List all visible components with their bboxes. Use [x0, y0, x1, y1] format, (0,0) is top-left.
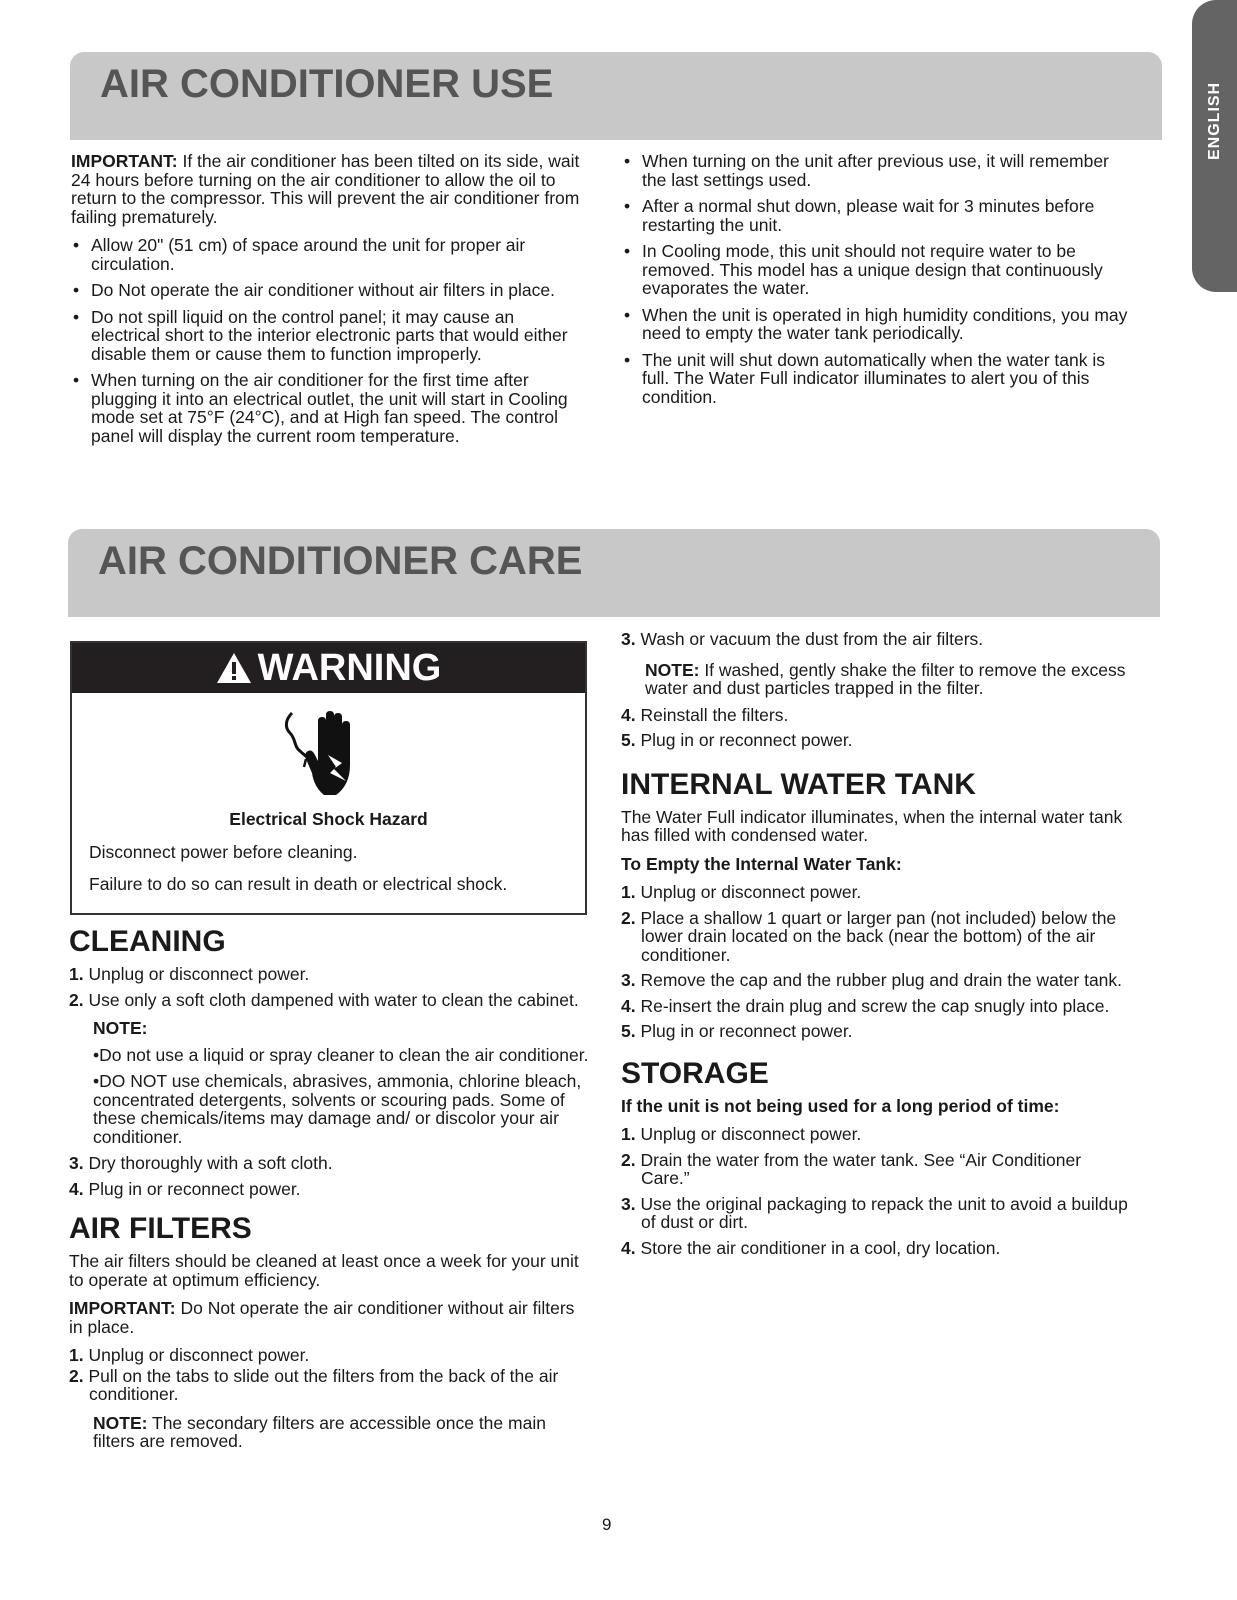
- cleaning-heading: CLEANING: [69, 925, 226, 958]
- list-item: • Do not spill liquid on the control panel; it may cause an electrical short to the interior electronic parts that would either disable them or cause them to function improperly.: [71, 308, 586, 364]
- warning-header: [72, 643, 585, 693]
- list-item: 3. Remove the cap and the rubber plug and drain the water tank.: [621, 970, 1123, 990]
- warning-triangle-icon: [216, 652, 252, 684]
- storage-subheading: If the unit is not being used for a long period of time:: [621, 1095, 1060, 1116]
- warning-box: [70, 641, 587, 915]
- electrical-shock-hand-icon: [284, 709, 364, 801]
- list-item: 1. Unplug or disconnect power.: [69, 1345, 310, 1365]
- warning-line-2: Failure to do so can result in death or electrical shock.: [89, 874, 508, 894]
- list-item: 5. Plug in or reconnect power.: [621, 1021, 853, 1041]
- air-filters-steps-cont: [621, 630, 1133, 649]
- language-tab-label: ENGLISH: [1206, 81, 1223, 160]
- language-tab: [1192, 0, 1237, 292]
- care-section-banner: [68, 529, 1160, 617]
- list-item: 5. Plug in or reconnect power.: [621, 730, 853, 750]
- warning-hazard: Electrical Shock Hazard: [229, 809, 428, 829]
- storage-steps: [621, 1125, 1133, 1257]
- use-section-banner: [70, 52, 1162, 140]
- air-filters-steps: [69, 1346, 589, 1404]
- list-item: • In Cooling mode, this unit should not require water to be removed. This model has a unique design that continuously evaporates the water.: [622, 242, 1132, 298]
- use-important: IMPORTANT: If the air conditioner has been tilted on its side, wait 24 hours before turning on the air conditioner to allow the oil to return to the compressor. This will prevent the air conditioner from failing prematurely.: [71, 151, 580, 227]
- use-right-column: [622, 152, 1132, 414]
- warning-body: [72, 809, 585, 895]
- list-item: • When the unit is operated in high humidity conditions, you may need to empty the water tank periodically.: [622, 306, 1132, 343]
- list-item: 1. Unplug or disconnect power.: [621, 1124, 862, 1144]
- internal-water-tank-subheading: To Empty the Internal Water Tank:: [621, 853, 902, 874]
- care-section-title: AIR CONDITIONER CARE: [98, 539, 583, 583]
- list-item: • Allow 20" (51 cm) of space around the unit for proper air circulation.: [71, 236, 586, 273]
- warning-title: WARNING: [257, 647, 442, 689]
- internal-water-tank-steps: [621, 883, 1133, 1041]
- list-item: 2. Drain the water from the water tank. See “Air Conditioner Care.”: [621, 1149, 1082, 1188]
- list-item: • When turning on the air conditioner for the first time after plugging it into an electrical outlet, the unit will start in Cooling mode set at 75°F (24°C), and at High fan speed. The control panel will display the current room temperature.: [71, 371, 586, 445]
- care-right-column: [621, 630, 1133, 1264]
- list-item: 4. Plug in or reconnect power.: [69, 1178, 301, 1199]
- list-item: 1. Unplug or disconnect power.: [621, 882, 862, 902]
- list-item: 3. Wash or vacuum the dust from the air filters.: [621, 629, 984, 649]
- list-item: • Do Not operate the air conditioner without air filters in place.: [71, 281, 586, 300]
- air-filters-important: IMPORTANT: Do Not operate the air conditioner without air filters in place.: [69, 1298, 575, 1337]
- list-item: 1. Unplug or disconnect power.: [69, 964, 310, 984]
- care-left-column: [69, 925, 589, 1459]
- use-section-title: AIR CONDITIONER USE: [100, 62, 554, 106]
- storage-heading: STORAGE: [621, 1056, 769, 1090]
- use-right-bullets: [622, 152, 1132, 406]
- list-item: 2. Place a shallow 1 quart or larger pan (not included) below the lower drain located on the back (near the bottom) of the air conditioner.: [621, 907, 1117, 965]
- list-item: • When turning on the unit after previous use, it will remember the last settings used.: [622, 152, 1132, 189]
- list-item: 4. Store the air conditioner in a cool, dry location.: [621, 1237, 1001, 1258]
- list-item: 3. Dry thoroughly with a soft cloth.: [69, 1153, 333, 1173]
- air-filters-note-2: NOTE: If washed, gently shake the filter to remove the excess water and dust particles trapped in the filter.: [645, 659, 1126, 698]
- internal-water-tank-intro: The Water Full indicator illuminates, when the internal water tank has filled with condensed water.: [621, 806, 1123, 845]
- internal-water-tank-heading: INTERNAL WATER TANK: [621, 767, 976, 801]
- air-filters-heading: AIR FILTERS: [69, 1212, 252, 1245]
- list-item: 3. Use the original packaging to repack the unit to avoid a buildup of dust or dirt.: [621, 1193, 1128, 1232]
- list-item: 2. Use only a soft cloth dampened with water to clean the cabinet.: [69, 989, 579, 1010]
- list-item: 4. Re-insert the drain plug and screw the cap snugly into place.: [621, 995, 1110, 1016]
- list-item: • After a normal shut down, please wait for 3 minutes before restarting the unit.: [622, 197, 1132, 234]
- list-item: 4. Reinstall the filters.: [621, 704, 789, 725]
- warning-line-1: Disconnect power before cleaning.: [89, 842, 358, 862]
- list-item: 2. Pull on the tabs to slide out the filters from the back of the air conditioner.: [69, 1365, 559, 1404]
- air-filters-steps-end: [621, 706, 1133, 750]
- cleaning-steps: [69, 965, 589, 1009]
- page-number: 9: [602, 1515, 612, 1534]
- cleaning-note: NOTE: •Do not use a liquid or spray cleaner to clean the air conditioner. •DO NOT use chemicals, abrasives, ammonia, chlorine bleach, concentrated detergents, solvents or scouring pads. Some of these chemicals/items may damage and/ or discolor your air conditioner.: [93, 1018, 589, 1147]
- cleaning-steps-cont: [69, 1154, 589, 1198]
- air-filters-note: NOTE: The secondary filters are accessible once the main filters are removed.: [93, 1412, 546, 1451]
- list-item: • The unit will shut down automatically when the water tank is full. The Water Full indicator illuminates to alert you of this condition.: [622, 351, 1132, 407]
- use-left-bullets: [71, 236, 586, 445]
- air-filters-intro: The air filters should be cleaned at least once a week for your unit to operate at optimum efficiency.: [69, 1251, 579, 1290]
- use-left-column: [71, 152, 586, 453]
